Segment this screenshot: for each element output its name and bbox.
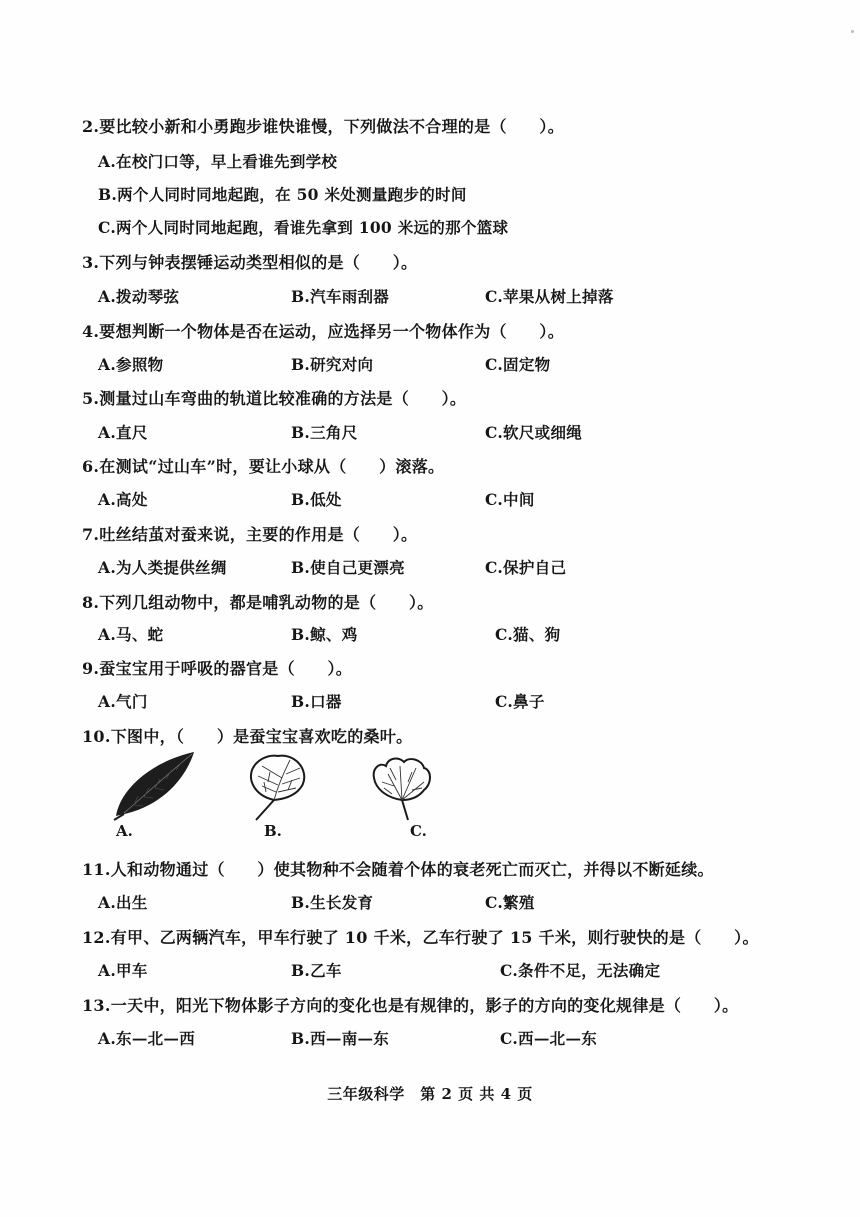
leaf-a-label: A.: [116, 822, 133, 840]
question-7-stem: 7.吐丝结茧对蚕来说，主要的作用是（ ）。: [82, 525, 418, 544]
question-4-option-b: B.研究对向: [291, 355, 374, 374]
question-10-stem: 10.下图中，（ ）是蚕宝宝喜欢吃的桑叶。: [82, 727, 413, 746]
question-5-option-c: C.软尺或细绳: [485, 423, 583, 442]
question-6-option-b: B.低处: [291, 490, 342, 509]
question-3-option-b: B.汽车雨刮器: [291, 287, 390, 306]
question-2-option-c: C.两个人同时同地起跑，看谁先拿到 100 米远的那个篮球: [98, 218, 509, 237]
question-8-option-b: B.鲸、鸡: [291, 625, 358, 644]
question-7-option-c: C.保护自己: [485, 558, 567, 577]
question-13-option-c: C.西—北—东: [500, 1029, 598, 1048]
question-6-option-a: A.高处: [98, 490, 148, 509]
question-4-stem: 4.要想判断一个物体是否在运动，应选择另一个物体作为（ ）。: [82, 322, 565, 341]
question-5-option-b: B.三角尺: [291, 423, 358, 442]
question-13-option-b: B.西—南—东: [291, 1029, 390, 1048]
question-9-option-b: B.口器: [291, 692, 342, 711]
mulberry-leaf-icon: [244, 752, 310, 822]
question-7-option-a: A.为人类提供丝绸: [98, 558, 227, 577]
question-6-option-c: C.中间: [485, 490, 535, 509]
question-9-stem: 9.蚕宝宝用于呼吸的器官是（ ）。: [82, 659, 353, 678]
question-11-option-a: A.出生: [98, 893, 148, 912]
question-8-option-c: C.猫、狗: [495, 625, 561, 644]
page-footer: 三年级科学 第 2 页 共 4 页: [327, 1085, 533, 1103]
question-13-option-a: A.东—北—西: [98, 1029, 196, 1048]
question-4-option-c: C.固定物: [485, 355, 551, 374]
question-4-option-a: A.参照物: [98, 355, 164, 374]
scan-speck: [851, 30, 854, 33]
question-2-option-a: A.在校门口等，早上看谁先到学校: [98, 152, 338, 171]
question-5-option-a: A.直尺: [98, 423, 148, 442]
question-12-option-a: A.甲车: [98, 961, 148, 980]
question-3-option-a: A.拨动琴弦: [98, 287, 180, 306]
willow-leaf-icon: [110, 750, 200, 822]
question-2-stem: 2.要比较小新和小勇跑步谁快谁慢，下列做法不合理的是（ ）。: [82, 117, 565, 136]
question-11-option-b: B.生长发育: [291, 893, 374, 912]
question-11-stem: 11.人和动物通过（ ）使其物种不会随着个体的衰老死亡而灭亡，并得以不断延续。: [82, 860, 714, 879]
question-7-option-b: B.使自己更漂亮: [291, 558, 405, 577]
question-11-option-c: C.繁殖: [485, 893, 535, 912]
question-9-option-c: C.鼻子: [495, 692, 545, 711]
question-9-option-a: A.气门: [98, 692, 148, 711]
question-12-option-c: C.条件不足，无法确定: [500, 961, 661, 980]
question-13-stem: 13.一天中，阳光下物体影子方向的变化也是有规律的，影子的方向的变化规律是（ ）。: [82, 996, 739, 1015]
question-8-option-a: A.马、蛇: [98, 625, 164, 644]
question-5-stem: 5.测量过山车弯曲的轨道比较准确的方法是（ ）。: [82, 389, 467, 408]
leaf-b-label: B.: [264, 822, 282, 840]
question-2-option-b: B.两个人同时同地起跑，在 50 米处测量跑步的时间: [98, 185, 467, 204]
question-12-option-b: B.乙车: [291, 961, 342, 980]
ginkgo-leaf-icon: [366, 754, 436, 824]
question-6-stem: 6.在测试“过山车”时，要让小球从（ ）滚落。: [82, 457, 445, 476]
question-12-stem: 12.有甲、乙两辆汽车，甲车行驶了 10 千米，乙车行驶了 15 千米，则行驶快的是（ ）。: [82, 928, 759, 947]
question-3-stem: 3.下列与钟表摆锤运动类型相似的是（ ）。: [82, 253, 418, 272]
leaf-c-label: C.: [410, 822, 427, 840]
question-3-option-c: C.苹果从树上掉落: [485, 287, 614, 306]
question-8-stem: 8.下列几组动物中，都是哺乳动物的是（ ）。: [82, 593, 434, 612]
